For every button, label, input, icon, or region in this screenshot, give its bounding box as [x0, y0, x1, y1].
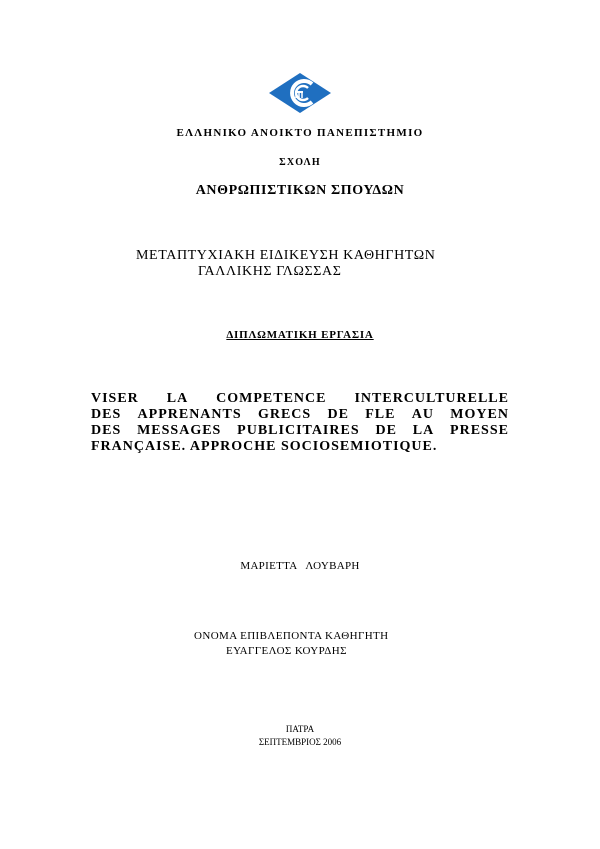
thesis-type: ΔΙΠΛΩΜΑΤΙΚΗ ΕΡΓΑΣΙΑ: [226, 329, 374, 341]
university-emblem-icon: [268, 72, 332, 114]
supervisor-label: ΟΝΟΜΑ ΕΠΙΒΛΕΠΟΝΤΑ ΚΑΘΗΓΗΤΗ: [194, 630, 389, 642]
title-line: [91, 423, 509, 439]
title-word: DE: [327, 407, 349, 422]
program-line-1: ΜΕΤΑΠΤΥΧΙΑΚΗ ΕΙΔΙΚΕΥΣΗ ΚΑΘΗΓΗΤΩΝ: [136, 248, 436, 263]
title-line: [91, 439, 509, 455]
title-word: APPRENANTS: [137, 407, 242, 422]
title-word: MESSAGES: [137, 423, 222, 438]
program-line-2: ΓΑΛΛΙΚΗΣ ΓΛΩΣΣΑΣ: [198, 264, 342, 279]
title-word: LA: [166, 391, 189, 406]
title-line: [91, 407, 509, 423]
title-word: AU: [411, 407, 434, 422]
title-word: FRANÇAISE. APPROCHE SOCIOSEMIOTIQUE.: [91, 439, 438, 454]
title-word: PUBLICITAIRES: [237, 423, 360, 438]
thesis-title: [91, 391, 509, 455]
city: ΠΑΤΡΑ: [285, 724, 315, 734]
title-word: PRESSE: [450, 423, 509, 438]
title-word: VISER: [91, 391, 139, 406]
title-word: DES: [91, 407, 122, 422]
title-word: DES: [91, 423, 122, 438]
faculty-name: ΑΝΘΡΩΠΙΣΤΙΚΩΝ ΣΠΟΥΔΩΝ: [195, 183, 405, 198]
emblem-bar: [295, 91, 303, 93]
title-word: GRECS: [257, 407, 312, 422]
title-word: COMPETENCE: [216, 391, 327, 406]
supervisor-name: ΕΥΑΓΓΕΛΟΣ ΚΟΥΡΔΗΣ: [226, 645, 347, 657]
title-word: INTERCULTURELLE: [354, 391, 509, 406]
title-word: DE: [375, 423, 397, 438]
school-label: ΣΧΟΛΗ: [279, 157, 321, 168]
title-word: FLE: [365, 407, 396, 422]
title-line: [91, 391, 509, 407]
date: ΣΕΠΤΕΜΒΡΙΟΣ 2006: [258, 737, 342, 747]
title-word: MOYEN: [450, 407, 509, 422]
author-name: ΜΑΡΙΕΤΤΑ ΛΟΥΒΑΡΗ: [240, 560, 360, 572]
title-word: LA: [412, 423, 435, 438]
university-name: ΕΛΛΗΝΙΚΟ ΑΝΟΙΚΤΟ ΠΑΝΕΠΙΣΤΗΜΙΟ: [176, 127, 424, 139]
